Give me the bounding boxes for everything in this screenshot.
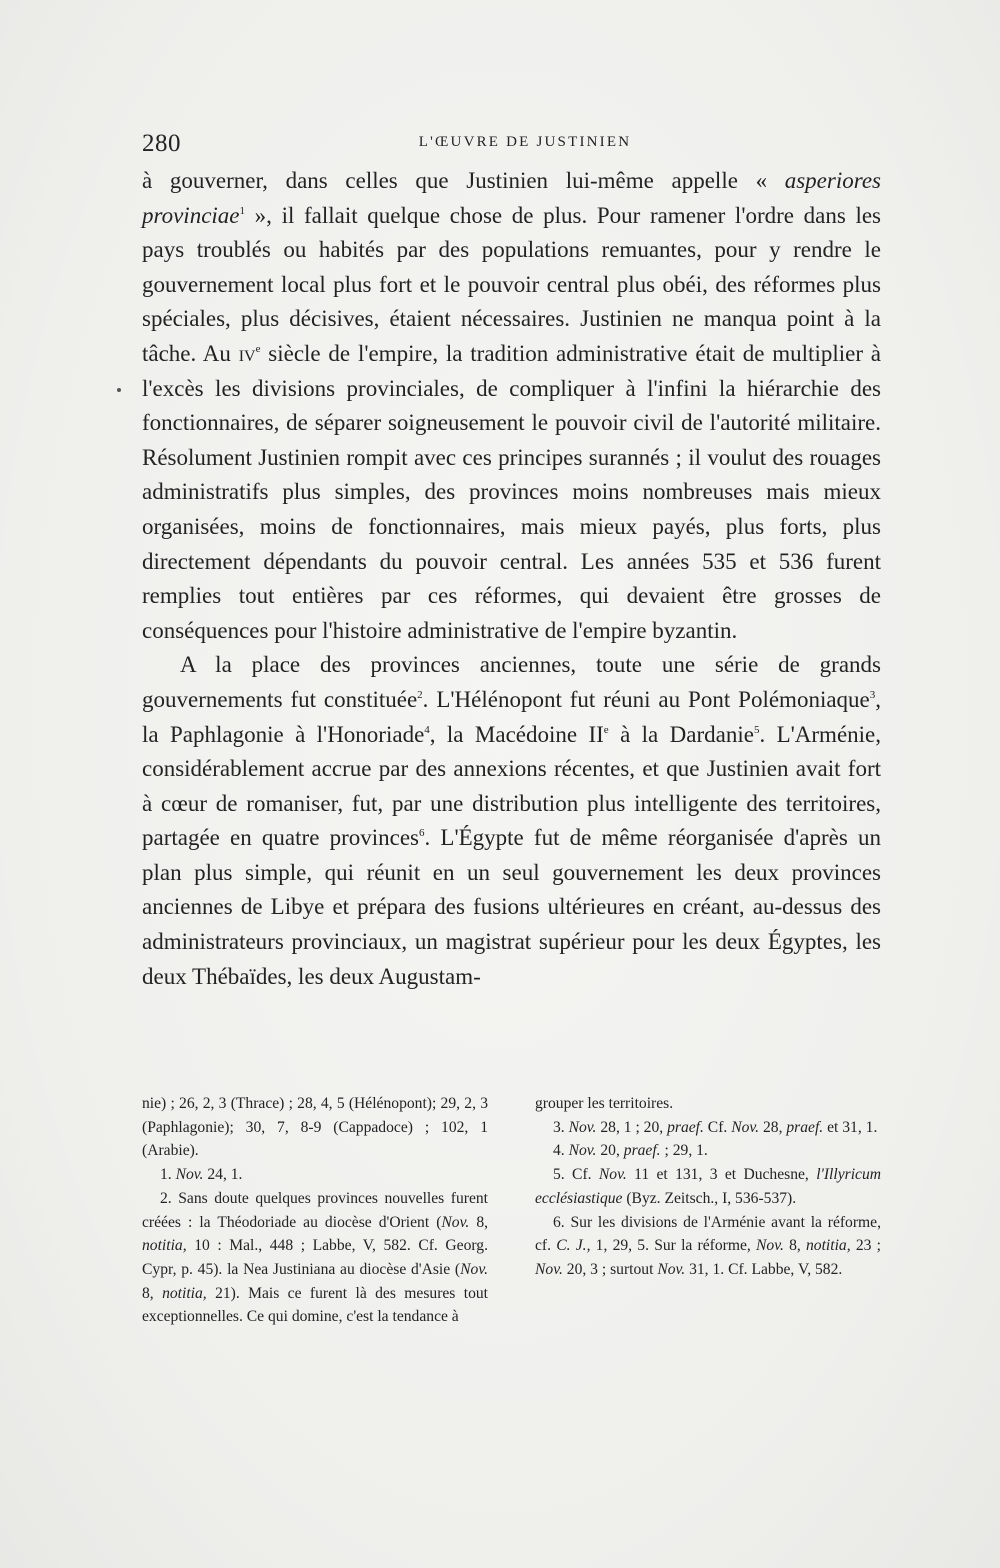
running-title: L'ŒUVRE DE JUSTINIEN <box>418 134 632 150</box>
footnote-ref: 6 <box>419 827 425 840</box>
footnote-ref: 1 <box>239 204 246 217</box>
footnote-3: 3. Nov. 28, 1 ; 20, praef. Cf. Nov. 28, praef. et 31, 1. <box>553 1118 878 1136</box>
footnote-5: 5. Cf. Nov. 11 et 131, 3 et Duchesne, l'Illyricum ecclésiastique (Byz. Zeitsch., I, 536-537). <box>535 1166 882 1207</box>
footnote-continuation: nie) ; 26, 2, 3 (Thrace) ; 28, 4, 5 (Hélénopont); 29, 2, 3 (Paphlagonie); 30, 7, 8-9 (Cappadoce) ; 102, 1 (Arabie). <box>142 1095 488 1160</box>
ink-speck <box>117 388 121 392</box>
footnotes-right-column <box>535 1092 881 1329</box>
footnote-ref: 2 <box>417 688 423 701</box>
page-number: 280 <box>142 130 181 157</box>
paragraph-2: A la place des provinces anciennes, toute une série de grands gouvernements fut constituée$^2$. L'Hélénopont fut réuni au Pont Polémoniaque$^3$, la Paphlagonie à l'Honoriade$^4$, la Macédoine IIe à la Dardanie$^5$. L'Arménie, considérablement accrue par des annexions récentes, et que Justinien avait fort à cœur de romaniser, fut, par une distribution plus intelligente des territoires, partagée en quatre provinces$^6$. L'Égypte fut de même réorganisée d'après un plan plus simple, qui réunit en un seul gouvernement les deux provinces anciennes de Libye et prépara des fusions ultérieures en créant, au-dessus des administrateurs provinciaux, un magistrat supérieur pour les deux Égyptes, les deux Thébaïdes, les deux Augustam- <box>142 652 882 989</box>
footnotes-left-column <box>142 1092 488 1329</box>
footnote-continuation: grouper les territoires. <box>535 1095 674 1112</box>
footnote-4: 4. Nov. 20, praef. ; 29, 1. <box>553 1142 708 1160</box>
footnote-ref: 5 <box>753 723 760 736</box>
footnote-ref: 3 <box>869 688 876 701</box>
footnote-1: 1. Nov. 24, 1. <box>160 1166 243 1184</box>
main-text <box>142 164 881 994</box>
paragraph-1: à gouverner, dans celles que Justinien lui-même appelle « asperiores provinciae$^1$ », il fallait quelque chose de plus. Pour ramener l'ordre dans les pays troublés ou habités par des populations remuantes, pour y rendre le gouvernement local plus fort et le pouvoir central plus obéi, des réformes plus spéciales, plus décisives, étaient nécessaires. Justinien ne manqua point à la tâche. Au $iv^e$ siècle de l'empire, la tradition administrative était de multiplier à l'excès les divisions provinciales, de compliquer à l'infini la hiérarchie des fonctionnaires, de séparer soigneusement le pouvoir civil de l'autorité militaire. Résolument Justinien rompit avec ces principes surannés ; il voulut des rouages administratifs plus simples, des provinces moins nombreuses mais mieux organisées, moins de fonctionnaires, mais mieux payés, plus forts, plus directement dépendants du pouvoir central. Les années 535 et 536 furent remplies tout entières par ces réformes, qui devaient être grosses de conséquences pour l'histoire administrative de l'empire byzantin. <box>142 168 881 643</box>
footnote-2: 2. Sans doute quelques provinces nouvelles furent créées : la Théodoriade au diocèse d'Orient (Nov. 8, notitia, 10 : Mal., 448 ; Labbe, V, 582. Cf. Georg. Cypr, p. 45). la Nea Justiniana au diocèse d'Asie (Nov. 8, notitia, 21). Mais ce furent là des mesures tout exceptionnelles. Ce qui domine, c'est la tendance à <box>142 1189 489 1326</box>
footnotes <box>142 1092 881 1329</box>
footnote-ref: 4 <box>424 723 430 736</box>
footnote-6: 6. Sur les divisions de l'Arménie avant la réforme, cf. C. J., 1, 29, 5. Sur la réforme, Nov. 8, notitia, 23 ; Nov. 20, 3 ; surtout Nov. 31, 1. Cf. Labbe, V, 582. <box>535 1213 881 1278</box>
